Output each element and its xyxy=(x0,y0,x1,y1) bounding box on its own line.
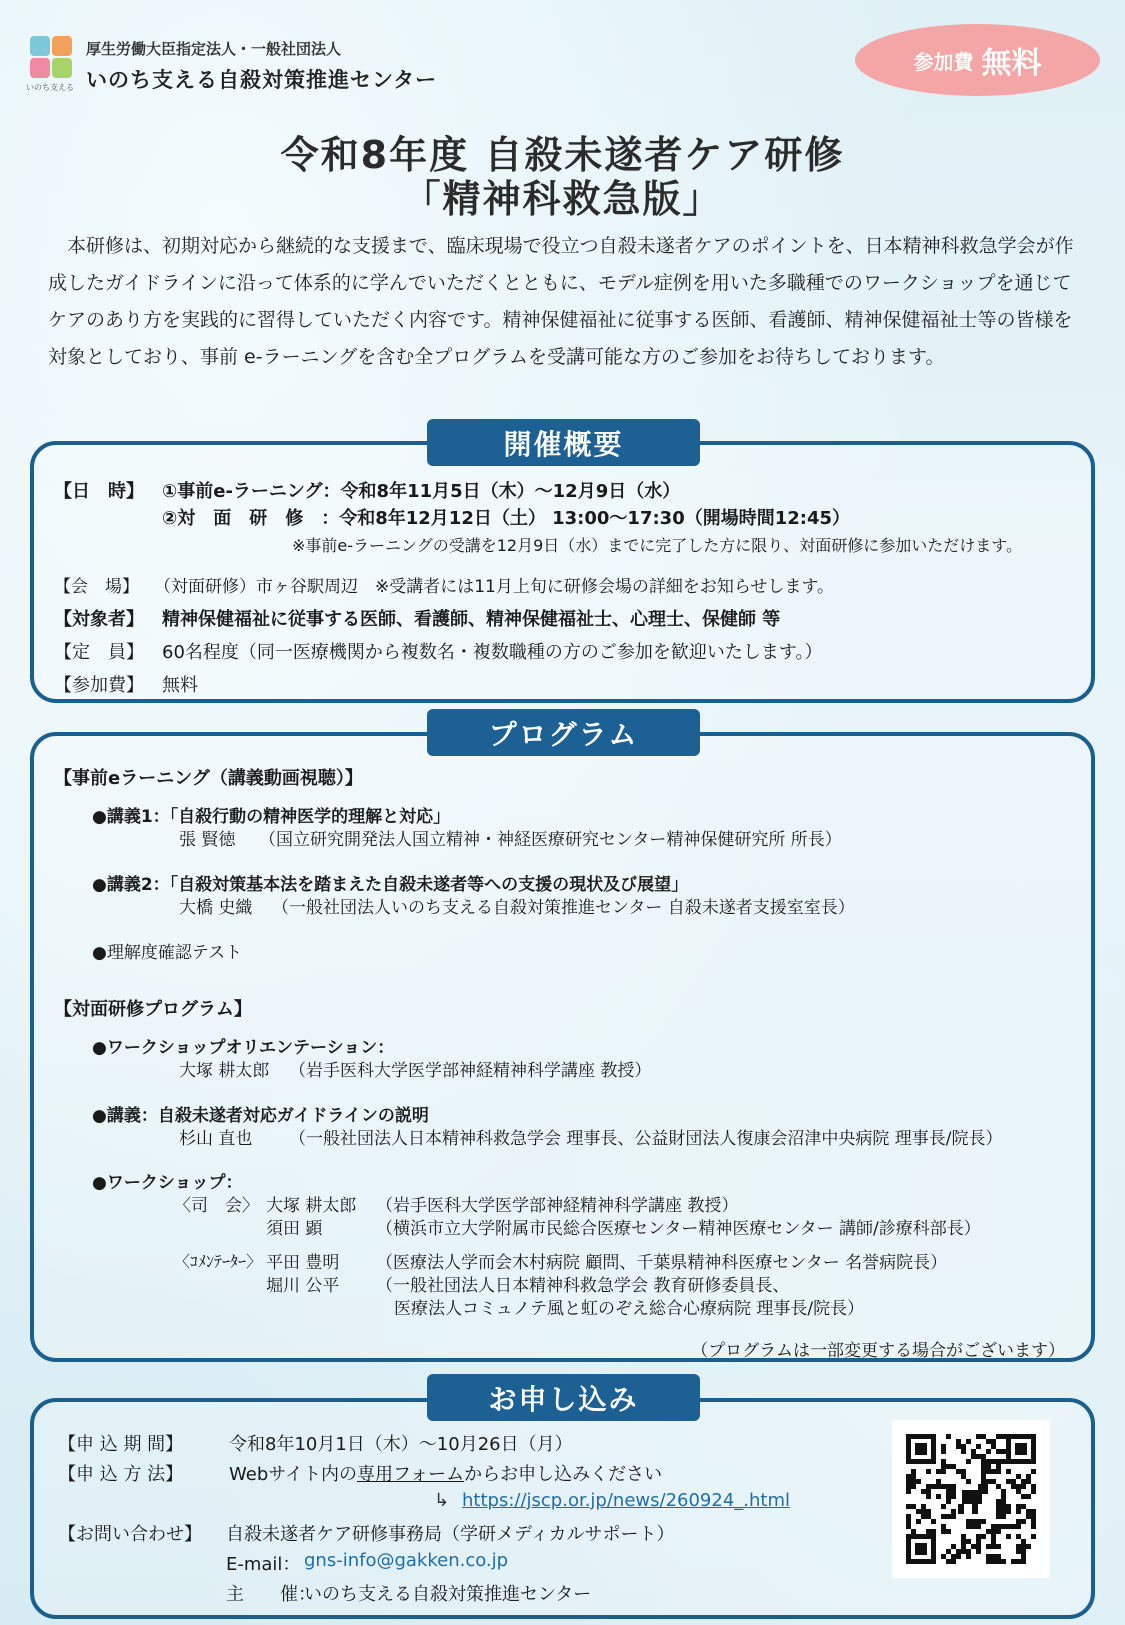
host-value: いのち支える自殺対策推進センター xyxy=(304,1584,592,1605)
venue-label: 【会 場】 xyxy=(54,577,139,597)
fee-badge xyxy=(855,24,1100,96)
intro-paragraph: 本研修は、初期対応から継続的な支援まで、臨床現場で役立つ自殺未遂者ケアのポイントを、日本精神科救急学会が作成したガイドラインに沿って体系的に学んでいただくとともに、モデル症例を用いた多職種でのワークショップを通じてケアのあり方を実践的に習得していただく内容です。精神保健福祉に従事する医師、看護師、精神保健福祉士等の皆様を対象としており、事前 e-ラーニングを含む全プログラムを受講可能な方のご参加をお待ちしております。 xyxy=(48,235,1074,368)
guideline-speaker: 杉山 直也 xyxy=(179,1129,253,1149)
organization-subtitle: 厚生労働大臣指定法人・一般社団法人 xyxy=(86,40,342,58)
url-arrow-icon: ↳ xyxy=(434,1490,450,1511)
commentator-label: 〈ｺﾒﾝﾃｰﾀｰ〉 xyxy=(174,1252,263,1271)
method-pre: Webサイト内の xyxy=(229,1464,357,1485)
lecture1-title: ●講義1：「自殺行動の精神医学的理解と対応」 xyxy=(92,807,451,827)
inperson-heading: 【対面研修プログラム】 xyxy=(54,999,252,1020)
page-title: 令和8年度 自殺未遂者ケア研修 xyxy=(280,133,845,177)
organization-name: いのち支える自殺対策推進センター xyxy=(86,68,438,92)
application-heading: お申し込み xyxy=(427,1374,700,1421)
orientation-title: ●ワークショップオリエンテーション： xyxy=(92,1038,395,1058)
host-label: 主 催： xyxy=(226,1584,316,1605)
organization-logo xyxy=(30,36,72,78)
lecture1-speaker: 張 賢徳 xyxy=(179,830,236,850)
target-label: 【対象者】 xyxy=(54,609,144,630)
elearning-heading: 【事前eラーニング（講義動画視聴）】 xyxy=(54,768,363,789)
chair2-name: 須田 顕 xyxy=(266,1219,323,1239)
contact-value: 自殺未遂者ケア研修事務局（学研メディカルサポート） xyxy=(226,1524,675,1545)
application-form-link[interactable]: 専用フォーム xyxy=(356,1464,465,1485)
application-url-link[interactable]: https://jscp.or.jp/news/260924_.html xyxy=(462,1490,790,1511)
qr-code-icon[interactable] xyxy=(892,1420,1050,1578)
contact-label: 【お問い合わせ】 xyxy=(58,1524,202,1545)
method-label: 【申 込 方 法】 xyxy=(58,1464,184,1485)
commentator2-affiliation: （一般社団法人日本精神科救急学会 教育研修委員長、 xyxy=(376,1276,790,1296)
date-label: 【日 時】 xyxy=(54,481,144,502)
fee-label: 【参加費】 xyxy=(54,675,144,696)
overview-section xyxy=(30,441,1095,703)
period-label: 【申 込 期 間】 xyxy=(58,1434,184,1455)
logo-caption: いのち支える xyxy=(26,83,74,92)
venue-value: （対面研修）市ヶ谷駅周辺 ※受講者には11月上旬に研修会場の詳細をお知らせします。 xyxy=(154,577,835,597)
capacity-value: 60名程度（同一医療機関から複数名・複数職種の方のご参加を歓迎いたします。） xyxy=(162,642,823,663)
fee-badge-label: 参加費 xyxy=(913,49,974,74)
guideline-lecture-title: ●講義：自殺未遂者対応ガイドラインの説明 xyxy=(92,1106,429,1126)
lecture2-affiliation: （一般社団法人いのち支える自殺対策推進センター 自殺未遂者支援室室長） xyxy=(272,898,855,918)
method-post: からお申し込みください xyxy=(464,1464,663,1485)
lecture2-title: ●講義2：「自殺対策基本法を踏まえた自殺未遂者等への支援の現状及び展望」 xyxy=(92,875,689,895)
commentator1-affiliation: （医療法人学而会木村病院 顧問、千葉県精神科医療センター 名誉病院長） xyxy=(376,1253,948,1273)
orientation-speaker: 大塚 耕太郎 xyxy=(179,1061,270,1081)
commentator2-name: 堀川 公平 xyxy=(266,1276,340,1296)
date-inperson: ②対 面 研 修 ：令和8年12月12日（土） 13:00～17:30（開場時間12:45） xyxy=(162,508,851,529)
capacity-label: 【定 員】 xyxy=(54,642,144,663)
chair1-name: 大塚 耕太郎 xyxy=(266,1196,357,1216)
email-link[interactable]: gns-info@gakken.co.jp xyxy=(304,1550,509,1571)
fee-badge-value: 無料 xyxy=(981,46,1042,81)
overview-heading: 開催概要 xyxy=(427,419,700,466)
date-elearning: ①事前e-ラーニング：令和8年11月5日（木）～12月9日（水） xyxy=(162,481,681,502)
program-change-note: （プログラムは一部変更する場合がございます） xyxy=(691,1341,1065,1361)
lecture2-speaker: 大橋 史織 xyxy=(179,898,253,918)
chair-label: 〈司 会〉 xyxy=(174,1196,259,1216)
commentator1-name: 平田 豊明 xyxy=(266,1253,340,1273)
guideline-affiliation: （一般社団法人日本精神科救急学会 理事長、公益財団法人復康会沼津中央病院 理事長/院長） xyxy=(289,1129,1003,1149)
email-label: E-mail： xyxy=(226,1554,301,1575)
chair2-affiliation: （横浜市立大学附属市民総合医療センター精神医療センター 講師/診療科部長） xyxy=(376,1219,981,1239)
comprehension-test: ●理解度確認テスト xyxy=(92,943,243,963)
lecture1-affiliation: （国立研究開発法人国立精神・神経医療研究センター精神保健研究所 所長） xyxy=(259,830,842,850)
program-section xyxy=(30,732,1095,1362)
chair1-affiliation: （岩手医科大学医学部神経精神科学講座 教授） xyxy=(376,1196,739,1216)
workshop-title: ●ワークショップ： xyxy=(92,1173,243,1193)
commentator2-affiliation-cont: 医療法人コミュノテ風と虹のぞえ総合心療病院 理事長/院長） xyxy=(394,1299,865,1319)
date-note: ※事前e-ラーニングの受講を12月9日（水）までに完了した方に限り、対面研修に参加いただけます。 xyxy=(292,536,1022,555)
orientation-affiliation: （岩手医科大学医学部神経精神科学講座 教授） xyxy=(289,1061,652,1081)
program-heading: プログラム xyxy=(427,709,700,756)
page-subtitle: 「精神科救急版」 xyxy=(402,177,723,221)
target-value: 精神保健福祉に従事する医師、看護師、精神保健福祉士、心理士、保健師 等 xyxy=(162,609,781,630)
period-value: 令和8年10月1日（木）～10月26日（月） xyxy=(229,1434,573,1455)
method-value xyxy=(229,1460,662,1486)
fee-value: 無料 xyxy=(162,675,198,696)
